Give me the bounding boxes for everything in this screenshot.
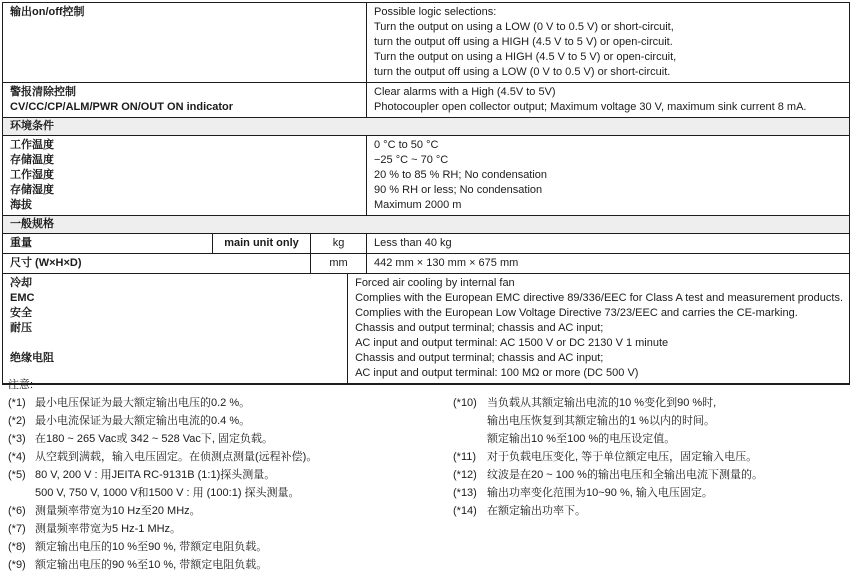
footnotes-header: 注意:	[8, 379, 34, 391]
weight-condition	[213, 234, 311, 253]
footnote	[8, 430, 448, 448]
row-label: 海拔	[10, 199, 32, 211]
value-line: Chassis and output terminal; chassis and AC input;	[355, 352, 604, 364]
environment-rows	[3, 135, 849, 215]
row-label: 工作湿度	[10, 169, 54, 181]
row-label: 耐压	[10, 322, 32, 334]
dimensions-value	[367, 254, 849, 273]
row-alarm-indicator	[3, 82, 849, 117]
footnote-number: (*13)	[453, 487, 477, 499]
footnote-number: (*12)	[453, 469, 477, 481]
section-header: 一般规格	[3, 216, 849, 233]
footnote	[453, 502, 849, 520]
row-dimensions	[3, 253, 849, 273]
footnote	[8, 466, 448, 484]
footnote-continuation	[453, 412, 849, 430]
footnote-number: (*2)	[8, 415, 26, 427]
value-line: Maximum 2000 m	[374, 199, 462, 211]
footnote-number: (*10)	[453, 397, 477, 409]
footnote-number: (*4)	[8, 451, 26, 463]
footnote	[8, 412, 448, 430]
footnote-number: (*8)	[8, 541, 26, 553]
value-line: Turn the output on using a HIGH (4.5 V to 5 V) or open-circuit,	[374, 51, 677, 63]
row-label: 尺寸 (W×H×D)	[10, 257, 82, 269]
dimensions-label	[3, 254, 311, 273]
row-label: 冷却	[10, 277, 32, 289]
value-line: Possible logic selections:	[374, 6, 497, 18]
value-line: Less than 40 kg	[374, 237, 452, 249]
footnote-continuation	[453, 430, 849, 448]
value-line: 20 % to 85 % RH; No condensation	[374, 169, 548, 181]
row-label	[10, 336, 341, 351]
row-label: 输出on/off控制	[10, 6, 85, 18]
row-label: 警报清除控制	[10, 86, 76, 98]
footnote-text: 80 V, 200 V : 用JEITA RC-9131B (1:1)探头测量。	[35, 469, 276, 481]
row-label: 安全	[10, 307, 32, 319]
footnote-text: 额定输出电压的90 %至10 %, 带额定电阻负载。	[35, 559, 268, 571]
value-line: Chassis and output terminal; chassis and AC input;	[355, 322, 604, 334]
footnote-number: (*11)	[453, 451, 477, 463]
footnote-number: (*1)	[8, 397, 26, 409]
footnote	[8, 556, 448, 574]
footnotes-left-column	[8, 376, 448, 574]
footnote-text: 输出电压恢复到其额定输出的1 %以内的时间。	[487, 415, 715, 427]
unit-text: mm	[329, 257, 348, 269]
footnote-number: (*3)	[8, 433, 26, 445]
footnote-text: 最小电流保证为最大额定输出电流的0.4 %。	[35, 415, 251, 427]
section-environment	[3, 117, 849, 135]
footnote	[8, 448, 448, 466]
alarm-indicator-labels	[3, 83, 367, 117]
footnote-number: (*9)	[8, 559, 26, 571]
footnote-number: (*7)	[8, 523, 26, 535]
value-line: 0 °C to 50 °C	[374, 139, 439, 151]
footnote-text: 输出功率变化范围为10~90 %, 输入电压固定。	[487, 487, 713, 499]
dimensions-unit	[311, 254, 367, 273]
footnote-text: 测量频率带宽为10 Hz至20 MHz。	[35, 505, 201, 517]
value-line: Clear alarms with a High (4.5V to 5V)	[374, 86, 556, 98]
footnote-number: (*6)	[8, 505, 26, 517]
value-line: −25 °C ~ 70 °C	[374, 154, 449, 166]
footnote-text: 额定输出电压的10 %至90 %, 带额定电阻负载。	[35, 541, 268, 553]
row-label: 存储温度	[10, 154, 54, 166]
value-line: 442 mm × 130 mm × 675 mm	[374, 257, 519, 269]
footnote-text: 当负载从其额定输出电流的10 %变化到90 %时,	[487, 397, 717, 409]
footnote	[453, 484, 849, 502]
value-line: turn the output off using a LOW (0 V to 0.5 V) or short-circuit.	[374, 66, 671, 78]
section-header: 环境条件	[3, 118, 849, 135]
environment-values	[367, 136, 849, 215]
footnote-text: 额定输出10 %至100 %的电压设定值。	[487, 433, 676, 445]
weight-unit	[311, 234, 367, 253]
footnote	[8, 394, 448, 412]
output-control-label	[3, 3, 367, 82]
value-line: turn the output off using a HIGH (4.5 V to 5 V) or open-circuit.	[374, 36, 673, 48]
row-label: 重量	[10, 237, 32, 249]
value-line: 90 % RH or less; No condensation	[374, 184, 543, 196]
row-weight	[3, 233, 849, 253]
row-label: EMC	[10, 292, 35, 304]
footnote	[8, 538, 448, 556]
footnotes-right-column	[453, 394, 849, 520]
footnote-continuation	[8, 484, 448, 502]
value-line: Photocoupler open collector output; Maximum voltage 30 V, maximum sink current 8 mA.	[374, 101, 807, 113]
footnote-text: 纹波是在20 ~ 100 %的输出电压和全输出电流下测量的。	[487, 469, 763, 481]
spec-table	[2, 2, 850, 385]
footnote-text: 从空载到满载，输入电压固定。在侦测点测量(远程补偿)。	[35, 451, 318, 463]
value-line: Turn the output on using a LOW (0 V to 0.5 V) or short-circuit,	[374, 21, 674, 33]
value-line: Forced air cooling by internal fan	[355, 277, 515, 289]
footnote-text: 最小电压保证为最大额定输出电压的0.2 %。	[35, 397, 251, 409]
value-line: Complies with the European Low Voltage Directive 73/23/EEC and carries the CE-marking.	[355, 307, 798, 319]
footnote-text: 在180 ~ 265 Vac或 342 ~ 528 Vac下, 固定负载。	[35, 433, 274, 445]
general-values	[348, 274, 849, 383]
value-line: Complies with the European EMC directive 89/336/EEC for Class A test and measurement products.	[355, 292, 843, 304]
row-label: 工作温度	[10, 139, 54, 151]
footnote	[8, 502, 448, 520]
footnote	[453, 466, 849, 484]
weight-value	[367, 234, 849, 253]
row-output-control	[3, 3, 849, 82]
row-label: CV/CC/CP/ALM/PWR ON/OUT ON indicator	[10, 101, 234, 113]
footnote-text: 500 V, 750 V, 1000 V和1500 V : 用 (100:1) 探头测量。	[35, 487, 300, 499]
unit-text: kg	[332, 237, 345, 249]
output-control-value	[367, 3, 849, 82]
weight-label	[3, 234, 213, 253]
footnote-text: 测量频率带宽为5 Hz-1 MHz。	[35, 523, 182, 535]
general-rows	[3, 273, 849, 383]
footnote	[8, 520, 448, 538]
row-label: 存储湿度	[10, 184, 54, 196]
footnote	[453, 394, 849, 412]
row-label: 绝缘电阻	[10, 352, 54, 364]
footnote-number: (*14)	[453, 505, 477, 517]
footnote-text: 对于负载电压变化, 等于单位额定电压，固定输入电压。	[487, 451, 758, 463]
environment-labels	[3, 136, 367, 215]
condition-text: main unit only	[224, 237, 299, 249]
value-line: AC input and output terminal: AC 1500 V or DC 2130 V 1 minute	[355, 337, 669, 349]
value-line: AC input and output terminal: 100 MΩ or more (DC 500 V)	[355, 367, 639, 379]
general-labels	[3, 274, 348, 383]
footnote-text: 在额定输出功率下。	[487, 505, 586, 517]
footnote	[453, 448, 849, 466]
footnote-number: (*5)	[8, 469, 26, 481]
section-general	[3, 215, 849, 233]
alarm-indicator-values	[367, 83, 849, 117]
